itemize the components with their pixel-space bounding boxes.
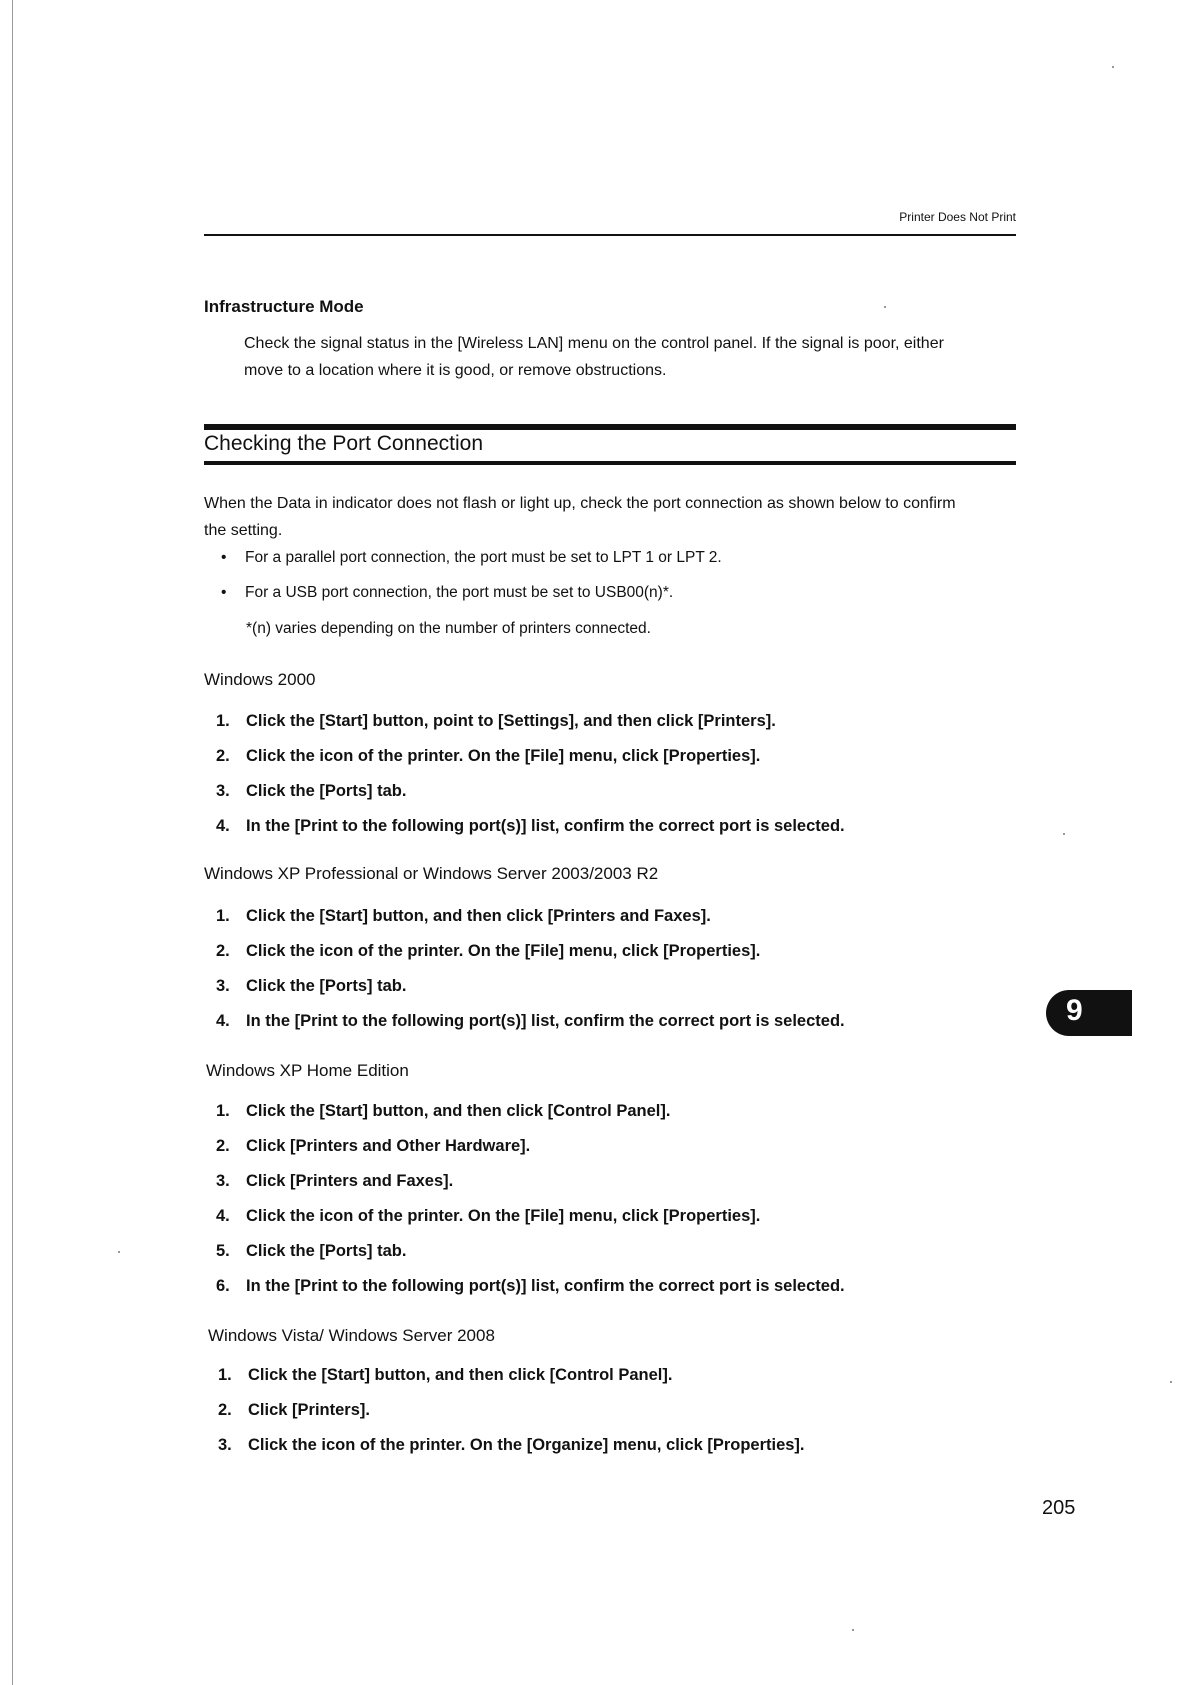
steps-windows-vista — [218, 1366, 805, 1471]
step-number: 1. — [216, 907, 230, 925]
step-number: 2. — [216, 942, 230, 960]
port-bullet-list — [221, 549, 722, 619]
step-number: 4. — [216, 1207, 230, 1225]
section-intro-line2: the setting. — [204, 522, 283, 539]
binding-edge-line — [12, 0, 13, 1685]
infrastructure-heading: Infrastructure Mode — [204, 297, 364, 316]
os-heading-windows-xp-home: Windows XP Home Edition — [206, 1061, 409, 1080]
step-item — [216, 782, 845, 817]
step-item — [216, 1012, 845, 1047]
step-number: 4. — [216, 817, 230, 835]
step-item — [216, 1207, 845, 1242]
infrastructure-text-line1: Check the signal status in the [Wireless LAN] menu on the control panel. If the signal is poor, either — [244, 335, 944, 352]
bullet-item: • For a USB port connection, the port must be set to USB00(n)*. — [221, 584, 722, 619]
infrastructure-text-line2: move to a location where it is good, or remove obstructions. — [244, 362, 667, 379]
step-number: 1. — [218, 1366, 232, 1384]
steps-windows-2000 — [216, 712, 845, 852]
scan-speck — [118, 1251, 120, 1253]
step-text: In the [Print to the following port(s)] list, confirm the correct port is selected. — [246, 1277, 845, 1295]
section-rule-top — [204, 424, 1016, 430]
page-number: 205 — [1042, 1497, 1076, 1519]
scan-speck — [1170, 1381, 1172, 1383]
step-text: Click the [Ports] tab. — [246, 782, 407, 800]
step-item — [216, 1137, 845, 1172]
footnote-text: *(n) varies depending on the number of printers connected. — [246, 620, 651, 637]
os-heading-windows-xp-professional: Windows XP Professional or Windows Server 2003/2003 R2 — [204, 864, 659, 883]
step-number: 6. — [216, 1277, 230, 1295]
bullet-item: • For a parallel port connection, the port must be set to LPT 1 or LPT 2. — [221, 549, 722, 584]
step-item — [216, 747, 845, 782]
step-number: 1. — [216, 712, 230, 730]
chapter-tab — [1046, 990, 1132, 1036]
step-number: 2. — [218, 1401, 232, 1419]
chapter-number: 9 — [1066, 994, 1083, 1027]
step-number: 1. — [216, 1102, 230, 1120]
step-item — [218, 1401, 805, 1436]
step-text: Click the icon of the printer. On the [File] menu, click [Properties]. — [246, 1207, 761, 1225]
step-item — [216, 1172, 845, 1207]
scan-speck — [1112, 66, 1114, 68]
step-item — [216, 977, 845, 1012]
scan-speck — [852, 1629, 854, 1631]
steps-windows-xp-home — [216, 1102, 845, 1312]
step-text: Click the [Start] button, and then click [Control Panel]. — [246, 1102, 671, 1120]
step-text: Click the [Ports] tab. — [246, 977, 407, 995]
section-rule-bottom — [204, 461, 1016, 465]
step-text: Click [Printers and Other Hardware]. — [246, 1137, 531, 1155]
step-number: 5. — [216, 1242, 230, 1260]
step-text: In the [Print to the following port(s)] list, confirm the correct port is selected. — [246, 1012, 845, 1030]
step-number: 3. — [216, 977, 230, 995]
step-item — [216, 817, 845, 852]
step-item — [216, 1242, 845, 1277]
step-number: 2. — [216, 747, 230, 765]
step-number: 3. — [216, 782, 230, 800]
step-number: 3. — [216, 1172, 230, 1190]
steps-windows-xp-professional — [216, 907, 845, 1047]
step-text: Click the [Start] button, point to [Settings], and then click [Printers]. — [246, 712, 776, 730]
os-heading-windows-vista: Windows Vista/ Windows Server 2008 — [208, 1326, 495, 1345]
step-text: Click the [Start] button, and then click [Printers and Faxes]. — [246, 907, 711, 925]
step-item — [216, 712, 845, 747]
step-text: Click [Printers and Faxes]. — [246, 1172, 454, 1190]
step-item — [218, 1436, 805, 1471]
step-text: Click the icon of the printer. On the [File] menu, click [Properties]. — [246, 747, 761, 765]
step-item — [216, 942, 845, 977]
step-text: Click the icon of the printer. On the [Organize] menu, click [Properties]. — [248, 1436, 805, 1454]
scan-speck — [1063, 833, 1065, 835]
os-heading-windows-2000: Windows 2000 — [204, 670, 316, 689]
step-number: 2. — [216, 1137, 230, 1155]
step-item — [216, 1277, 845, 1312]
step-text: Click the [Ports] tab. — [246, 1242, 407, 1260]
step-item — [216, 1102, 845, 1137]
step-text: In the [Print to the following port(s)] list, confirm the correct port is selected. — [246, 817, 845, 835]
header-rule — [204, 234, 1016, 236]
step-number: 4. — [216, 1012, 230, 1030]
scan-speck — [884, 306, 886, 308]
step-number: 3. — [218, 1436, 232, 1454]
section-intro-line1: When the Data in indicator does not flash or light up, check the port connection as shown below to confirm — [204, 495, 956, 512]
step-text: Click the [Start] button, and then click [Control Panel]. — [248, 1366, 673, 1384]
running-header: Printer Does Not Print — [899, 210, 1016, 224]
step-text: Click the icon of the printer. On the [File] menu, click [Properties]. — [246, 942, 761, 960]
step-item — [218, 1366, 805, 1401]
section-title: Checking the Port Connection — [204, 432, 483, 455]
step-text: Click [Printers]. — [248, 1401, 370, 1419]
step-item — [216, 907, 845, 942]
